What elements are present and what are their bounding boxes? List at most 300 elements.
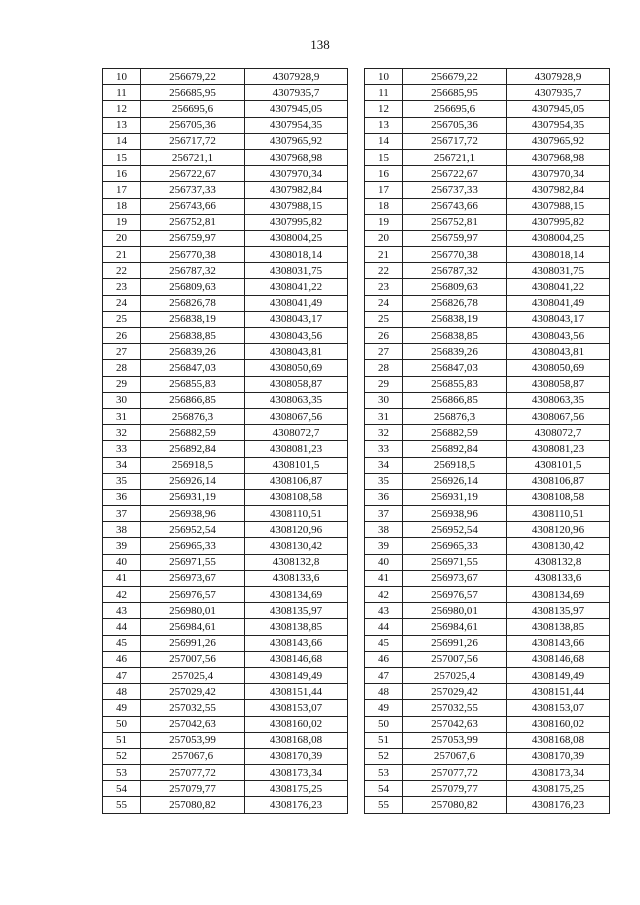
point-number-cell: 15 [365,149,403,165]
table-row [103,182,348,198]
x-coordinate-cell: 257079,77 [141,781,245,797]
y-coordinate-cell: 4308130,42 [507,538,610,554]
x-coordinate-cell: 257025,4 [141,667,245,683]
y-coordinate-cell: 4307970,34 [507,166,610,182]
point-number-cell: 25 [103,311,141,327]
x-coordinate-cell: 257007,56 [141,651,245,667]
point-number-cell: 10 [365,69,403,85]
point-number-cell: 31 [103,408,141,424]
table-row [365,295,610,311]
x-coordinate-cell: 256847,03 [141,360,245,376]
table-row [365,425,610,441]
x-coordinate-cell: 256839,26 [141,344,245,360]
y-coordinate-cell: 4307965,92 [507,133,610,149]
y-coordinate-cell: 4308132,8 [507,554,610,570]
point-number-cell: 41 [103,570,141,586]
table-row [103,489,348,505]
point-number-cell: 20 [365,230,403,246]
x-coordinate-cell: 256705,36 [403,117,507,133]
y-coordinate-cell: 4308170,39 [245,748,348,764]
point-number-cell: 32 [103,425,141,441]
y-coordinate-cell: 4307965,92 [245,133,348,149]
y-coordinate-cell: 4308058,87 [245,376,348,392]
point-number-cell: 27 [103,344,141,360]
table-row [365,344,610,360]
y-coordinate-cell: 4308050,69 [507,360,610,376]
y-coordinate-cell: 4308018,14 [245,247,348,263]
y-coordinate-cell: 4307982,84 [507,182,610,198]
table-row [365,489,610,505]
point-number-cell: 26 [103,328,141,344]
y-coordinate-cell: 4308063,35 [507,392,610,408]
point-number-cell: 29 [103,376,141,392]
y-coordinate-cell: 4308050,69 [245,360,348,376]
point-number-cell: 29 [365,376,403,392]
table-row [103,328,348,344]
point-number-cell: 16 [103,166,141,182]
x-coordinate-cell: 256787,32 [141,263,245,279]
y-coordinate-cell: 4308120,96 [507,522,610,538]
x-coordinate-cell: 256938,96 [403,506,507,522]
table-row [103,230,348,246]
x-coordinate-cell: 256737,33 [141,182,245,198]
table-row [365,149,610,165]
y-coordinate-cell: 4308153,07 [507,700,610,716]
table-row [103,101,348,117]
table-row [103,344,348,360]
x-coordinate-cell: 256695,6 [403,101,507,117]
point-number-cell: 51 [103,732,141,748]
point-number-cell: 19 [103,214,141,230]
table-row [365,716,610,732]
table-row [103,425,348,441]
x-coordinate-cell: 256984,61 [141,619,245,635]
table-row [103,570,348,586]
point-number-cell: 25 [365,311,403,327]
table-row [365,392,610,408]
table-row [365,700,610,716]
y-coordinate-cell: 4308175,25 [507,781,610,797]
point-number-cell: 30 [103,392,141,408]
table-row [103,214,348,230]
table-row [365,279,610,295]
point-number-cell: 30 [365,392,403,408]
table-row [103,538,348,554]
point-number-cell: 13 [103,117,141,133]
table-row [103,279,348,295]
point-number-cell: 51 [365,732,403,748]
table-row [365,473,610,489]
y-coordinate-cell: 4308120,96 [245,522,348,538]
x-coordinate-cell: 256721,1 [141,149,245,165]
point-number-cell: 48 [365,684,403,700]
coordinates-table-left [102,68,348,814]
table-row [365,101,610,117]
table-row [103,85,348,101]
table-row [103,149,348,165]
table-row [365,603,610,619]
table-row [365,667,610,683]
y-coordinate-cell: 4308108,58 [507,489,610,505]
y-coordinate-cell: 4308153,07 [245,700,348,716]
x-coordinate-cell: 256679,22 [141,69,245,85]
point-number-cell: 35 [365,473,403,489]
point-number-cell: 10 [103,69,141,85]
y-coordinate-cell: 4308149,49 [507,667,610,683]
table-row [365,554,610,570]
point-number-cell: 50 [103,716,141,732]
y-coordinate-cell: 4308110,51 [507,506,610,522]
point-number-cell: 42 [365,587,403,603]
y-coordinate-cell: 4307995,82 [245,214,348,230]
y-coordinate-cell: 4308149,49 [245,667,348,683]
point-number-cell: 39 [103,538,141,554]
y-coordinate-cell: 4307970,34 [245,166,348,182]
table-row [365,651,610,667]
y-coordinate-cell: 4308110,51 [245,506,348,522]
table-row [365,247,610,263]
x-coordinate-cell: 257053,99 [141,732,245,748]
table-row [103,295,348,311]
point-number-cell: 38 [103,522,141,538]
x-coordinate-cell: 256980,01 [403,603,507,619]
x-coordinate-cell: 256876,3 [141,408,245,424]
x-coordinate-cell: 256855,83 [403,376,507,392]
y-coordinate-cell: 4307935,7 [245,85,348,101]
y-coordinate-cell: 4308135,97 [245,603,348,619]
y-coordinate-cell: 4308041,22 [507,279,610,295]
x-coordinate-cell: 257077,72 [403,765,507,781]
point-number-cell: 52 [103,748,141,764]
point-number-cell: 42 [103,587,141,603]
y-coordinate-cell: 4308041,49 [245,295,348,311]
table-row [365,133,610,149]
y-coordinate-cell: 4308106,87 [507,473,610,489]
y-coordinate-cell: 4308043,56 [507,328,610,344]
x-coordinate-cell: 257053,99 [403,732,507,748]
point-number-cell: 55 [103,797,141,813]
table-row [103,684,348,700]
y-coordinate-cell: 4308134,69 [507,587,610,603]
y-coordinate-cell: 4307968,98 [507,149,610,165]
x-coordinate-cell: 256759,97 [141,230,245,246]
point-number-cell: 45 [365,635,403,651]
table-row [365,408,610,424]
point-number-cell: 44 [365,619,403,635]
point-number-cell: 43 [103,603,141,619]
x-coordinate-cell: 256826,78 [403,295,507,311]
point-number-cell: 53 [365,765,403,781]
point-number-cell: 15 [103,149,141,165]
x-coordinate-cell: 256752,81 [141,214,245,230]
x-coordinate-cell: 256679,22 [403,69,507,85]
y-coordinate-cell: 4308081,23 [507,441,610,457]
point-number-cell: 33 [103,441,141,457]
point-number-cell: 18 [103,198,141,214]
x-coordinate-cell: 256717,72 [141,133,245,149]
y-coordinate-cell: 4308043,17 [245,311,348,327]
table-row [103,732,348,748]
table-row [365,230,610,246]
y-coordinate-cell: 4308173,34 [245,765,348,781]
x-coordinate-cell: 256971,55 [141,554,245,570]
y-coordinate-cell: 4307935,7 [507,85,610,101]
x-coordinate-cell: 256980,01 [141,603,245,619]
y-coordinate-cell: 4308041,49 [507,295,610,311]
table-row [365,587,610,603]
y-coordinate-cell: 4307995,82 [507,214,610,230]
point-number-cell: 49 [103,700,141,716]
table-row [365,376,610,392]
x-coordinate-cell: 256685,95 [141,85,245,101]
x-coordinate-cell: 256931,19 [403,489,507,505]
y-coordinate-cell: 4308170,39 [507,748,610,764]
y-coordinate-cell: 4308067,56 [507,408,610,424]
y-coordinate-cell: 4308132,8 [245,554,348,570]
x-coordinate-cell: 257080,82 [141,797,245,813]
point-number-cell: 34 [103,457,141,473]
point-number-cell: 18 [365,198,403,214]
x-coordinate-cell: 256918,5 [141,457,245,473]
x-coordinate-cell: 256838,19 [141,311,245,327]
point-number-cell: 44 [103,619,141,635]
x-coordinate-cell: 256826,78 [141,295,245,311]
y-coordinate-cell: 4308063,35 [245,392,348,408]
table-row [103,781,348,797]
x-coordinate-cell: 256918,5 [403,457,507,473]
point-number-cell: 32 [365,425,403,441]
table-row [103,716,348,732]
point-number-cell: 21 [365,247,403,263]
table-row [365,619,610,635]
y-coordinate-cell: 4308101,5 [507,457,610,473]
page-number: 138 [310,37,330,52]
point-number-cell: 19 [365,214,403,230]
point-number-cell: 14 [365,133,403,149]
x-coordinate-cell: 256847,03 [403,360,507,376]
point-number-cell: 47 [103,667,141,683]
x-coordinate-cell: 256971,55 [403,554,507,570]
table-row [365,182,610,198]
y-coordinate-cell: 4308175,25 [245,781,348,797]
x-coordinate-cell: 256926,14 [141,473,245,489]
x-coordinate-cell: 256931,19 [141,489,245,505]
table-row [103,247,348,263]
table-row [365,441,610,457]
x-coordinate-cell: 256882,59 [141,425,245,441]
x-coordinate-cell: 257079,77 [403,781,507,797]
table-row [365,85,610,101]
table-row [365,748,610,764]
table-row [103,587,348,603]
point-number-cell: 37 [103,506,141,522]
x-coordinate-cell: 256717,72 [403,133,507,149]
x-coordinate-cell: 256876,3 [403,408,507,424]
y-coordinate-cell: 4308138,85 [245,619,348,635]
x-coordinate-cell: 257042,63 [141,716,245,732]
point-number-cell: 28 [103,360,141,376]
x-coordinate-cell: 256938,96 [141,506,245,522]
point-number-cell: 21 [103,247,141,263]
y-coordinate-cell: 4308173,34 [507,765,610,781]
point-number-cell: 22 [365,263,403,279]
x-coordinate-cell: 257077,72 [141,765,245,781]
x-coordinate-cell: 256984,61 [403,619,507,635]
table-row [103,263,348,279]
y-coordinate-cell: 4308067,56 [245,408,348,424]
x-coordinate-cell: 256695,6 [141,101,245,117]
table-row [103,117,348,133]
table-row [103,748,348,764]
table-row [365,522,610,538]
point-number-cell: 31 [365,408,403,424]
table-row [365,570,610,586]
y-coordinate-cell: 4308133,6 [507,570,610,586]
y-coordinate-cell: 4308146,68 [245,651,348,667]
point-number-cell: 27 [365,344,403,360]
point-number-cell: 24 [365,295,403,311]
x-coordinate-cell: 256973,67 [403,570,507,586]
y-coordinate-cell: 4307928,9 [507,69,610,85]
table-row [365,117,610,133]
y-coordinate-cell: 4307982,84 [245,182,348,198]
point-number-cell: 22 [103,263,141,279]
point-number-cell: 37 [365,506,403,522]
y-coordinate-cell: 4308138,85 [507,619,610,635]
point-number-cell: 36 [103,489,141,505]
table-row [365,538,610,554]
x-coordinate-cell: 256882,59 [403,425,507,441]
x-coordinate-cell: 256926,14 [403,473,507,489]
table-row [103,441,348,457]
y-coordinate-cell: 4308151,44 [245,684,348,700]
point-number-cell: 11 [365,85,403,101]
point-number-cell: 16 [365,166,403,182]
y-coordinate-cell: 4307954,35 [507,117,610,133]
table-row [365,684,610,700]
x-coordinate-cell: 256809,63 [403,279,507,295]
y-coordinate-cell: 4308081,23 [245,441,348,457]
table-row [103,457,348,473]
y-coordinate-cell: 4308072,7 [507,425,610,441]
point-number-cell: 48 [103,684,141,700]
point-number-cell: 53 [103,765,141,781]
point-number-cell: 46 [365,651,403,667]
y-coordinate-cell: 4308018,14 [507,247,610,263]
point-number-cell: 52 [365,748,403,764]
x-coordinate-cell: 256976,57 [403,587,507,603]
table-row [103,69,348,85]
x-coordinate-cell: 256770,38 [403,247,507,263]
table-row [365,263,610,279]
point-number-cell: 34 [365,457,403,473]
x-coordinate-cell: 256892,84 [403,441,507,457]
table-row [103,667,348,683]
x-coordinate-cell: 256759,97 [403,230,507,246]
table-row [103,651,348,667]
table-row [103,311,348,327]
y-coordinate-cell: 4308043,81 [507,344,610,360]
y-coordinate-cell: 4308004,25 [507,230,610,246]
point-number-cell: 12 [365,101,403,117]
point-number-cell: 50 [365,716,403,732]
y-coordinate-cell: 4308031,75 [507,263,610,279]
table-row [365,328,610,344]
x-coordinate-cell: 256685,95 [403,85,507,101]
x-coordinate-cell: 256743,66 [403,198,507,214]
x-coordinate-cell: 256866,85 [403,392,507,408]
y-coordinate-cell: 4308146,68 [507,651,610,667]
x-coordinate-cell: 256752,81 [403,214,507,230]
point-number-cell: 28 [365,360,403,376]
x-coordinate-cell: 256866,85 [141,392,245,408]
table-row [103,797,348,813]
table-row [103,392,348,408]
x-coordinate-cell: 257032,55 [141,700,245,716]
table-row [103,554,348,570]
table-row [103,522,348,538]
x-coordinate-cell: 256976,57 [141,587,245,603]
table-row [103,198,348,214]
x-coordinate-cell: 257029,42 [403,684,507,700]
point-number-cell: 23 [365,279,403,295]
y-coordinate-cell: 4308176,23 [507,797,610,813]
y-coordinate-cell: 4308130,42 [245,538,348,554]
y-coordinate-cell: 4307945,05 [245,101,348,117]
table-row [103,700,348,716]
point-number-cell: 43 [365,603,403,619]
point-number-cell: 47 [365,667,403,683]
table-row [103,506,348,522]
table-row [103,133,348,149]
table-row [103,408,348,424]
point-number-cell: 39 [365,538,403,554]
point-number-cell: 35 [103,473,141,489]
x-coordinate-cell: 256952,54 [141,522,245,538]
x-coordinate-cell: 257029,42 [141,684,245,700]
table-row [365,506,610,522]
y-coordinate-cell: 4308168,08 [245,732,348,748]
point-number-cell: 17 [103,182,141,198]
point-number-cell: 13 [365,117,403,133]
coordinates-table-right [364,68,610,814]
table-row [103,473,348,489]
point-number-cell: 55 [365,797,403,813]
x-coordinate-cell: 256855,83 [141,376,245,392]
table-row [365,797,610,813]
point-number-cell: 54 [365,781,403,797]
y-coordinate-cell: 4308043,56 [245,328,348,344]
x-coordinate-cell: 256839,26 [403,344,507,360]
point-number-cell: 36 [365,489,403,505]
table-row [365,69,610,85]
y-coordinate-cell: 4308043,81 [245,344,348,360]
point-number-cell: 33 [365,441,403,457]
x-coordinate-cell: 256991,26 [141,635,245,651]
y-coordinate-cell: 4308031,75 [245,263,348,279]
y-coordinate-cell: 4307988,15 [507,198,610,214]
y-coordinate-cell: 4307988,15 [245,198,348,214]
x-coordinate-cell: 256787,32 [403,263,507,279]
x-coordinate-cell: 257067,6 [403,748,507,764]
table-row [365,198,610,214]
y-coordinate-cell: 4308004,25 [245,230,348,246]
table-row [365,457,610,473]
x-coordinate-cell: 257067,6 [141,748,245,764]
y-coordinate-cell: 4307928,9 [245,69,348,85]
y-coordinate-cell: 4308106,87 [245,473,348,489]
point-number-cell: 54 [103,781,141,797]
